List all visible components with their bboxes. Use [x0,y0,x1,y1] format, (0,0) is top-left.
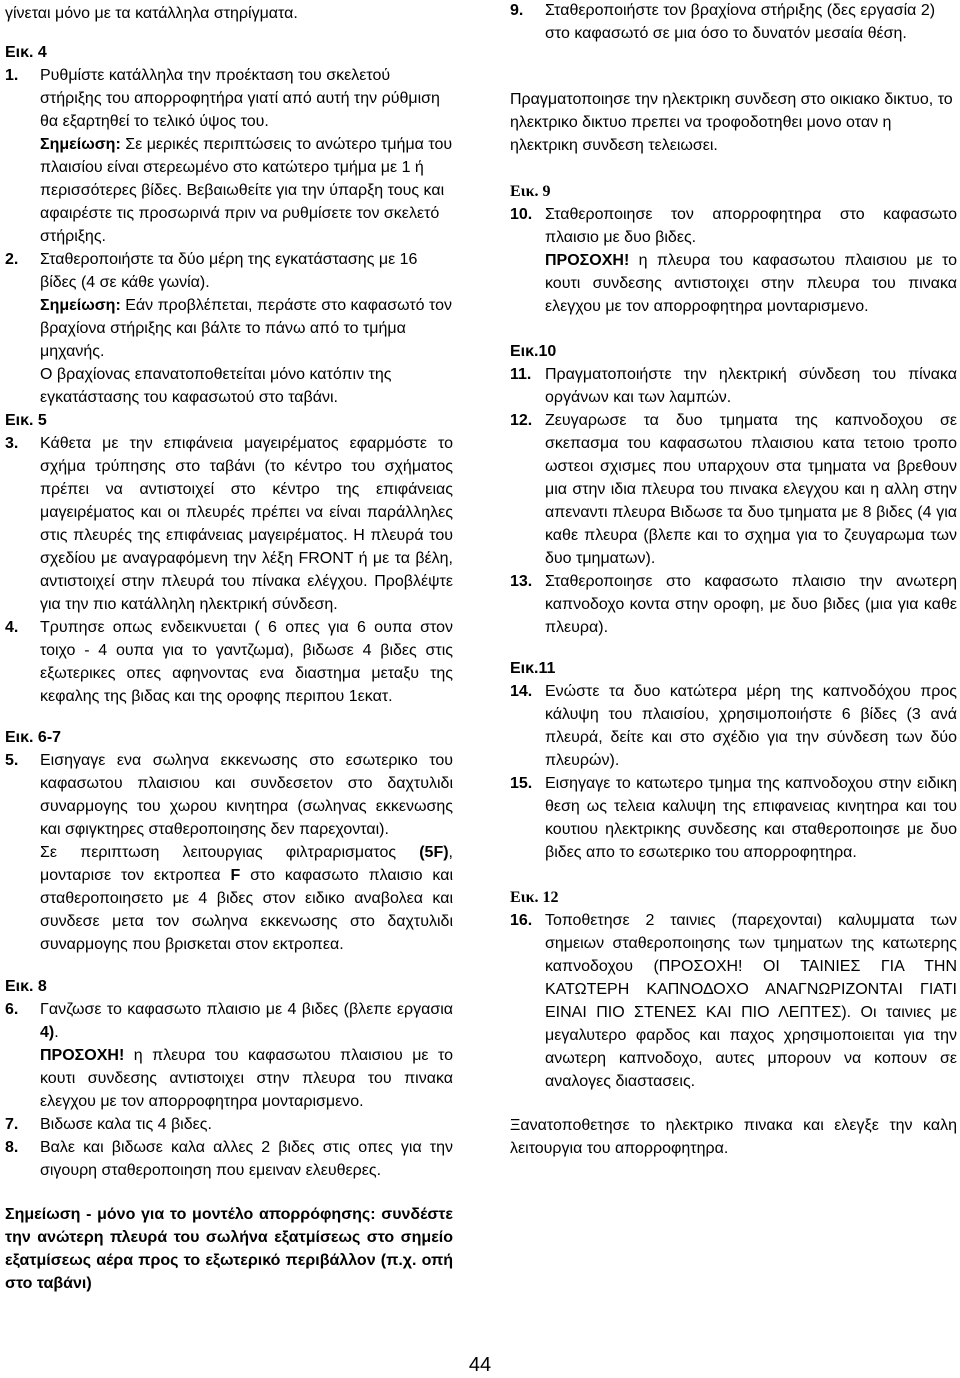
text-segment: στο καφασωτο πλαισιο και σταθεροποιησετο με 4 βιδες στον ειδικο αναβολεα και συνδεσε μετα τον σωληνα εκκενωσης στο δαχτυλιδι συναρμογης που βρισκεται στον εκτροπεα. [40,867,453,953]
step-11 [510,363,957,409]
step-text: Σταθεροποιησε στο καφασωτο πλαισιο την ανωτερη καπνοδοχο κοντα στην οροφη, με δυο βιδες (μια για καθε πλευρα). [545,573,957,636]
step-16 [510,909,957,1093]
filter-mode-label: (5F) [419,844,449,861]
step-number: 3. [5,435,19,452]
step-text: Σταθεροποιησε τον απορροφητηρα στο καφασωτο πλαισιο με δυο βιδες. [545,206,957,246]
figure-11-heading: Εικ.11 [510,660,556,677]
warning-10 [510,249,957,318]
step-number: 12. [510,412,533,429]
task-reference: 4) [40,1024,55,1041]
step-number: 13. [510,573,533,590]
warning-label: ΠΡΟΣΟΧΗ! [40,1047,125,1064]
step-13 [510,570,957,639]
closing-paragraph: Ξανατοποθετησε το ηλεκτρικο πινακα και ελεγξε την καλη λειτουργια του απορροφητηρα. [510,1117,957,1157]
step-4 [5,616,453,708]
step-5-filter-paragraph [5,841,453,956]
text-segment: , μονταρισε τον εκτροπεα [40,844,453,884]
step-text: Ενώστε τα δυο κατώτερα μέρη της καπνοδόχου προς κάλυψη του πλαισίου, χρησιμοποιήστε 6 βίδες (3 ανά πλευρά, δείτε και στο σχέδιο για την σύνδεση των δύο πλευρών). [545,683,957,769]
note-text: Σε μερικές περιπτώσεις το ανώτερο τμήμα του πλαισίου είναι στερεωμένο στο κατώτερο τμήμα με 1 ή περισσότερες βίδες. Βεβαιωθείτε για την ύπαρξη τους και αφαιρέστε τις προσωρινά πριν να ρυθμίσετε τον σκελετό στήριξης. [40,136,453,245]
step-number: 10. [510,206,533,223]
step-number: 2. [5,251,19,268]
electrical-connection-note: Πραγματοποιησε την ηλεκτρικη συνδεση στο οικιακο δικτυο, το ηλεκτρικο δικτυο πρεπει να τροφοδοτηθει μονο οταν η ηλεκτρικη συνδεση τελειωσει. [510,91,953,154]
note-text: Εάν προβλέπεται, περάστε στο καφασωτό τον βραχίονα στήριξης και βάλτε το πάνω από το τμήμα μηχανής. [40,297,453,360]
step-12 [510,409,957,570]
warning-text: η πλευρα του καφασωτου πλαισιου με το κουτι συνδεσης αντιστοιχει στην πλευρα του πινακα ελεγχου με τον απορροφητηρα μονταρισμενο. [40,1047,454,1110]
intro-line: γίνεται μόνο με τα κατάλληλα στηρίγματα. [5,5,298,22]
step-text: Βιδωσε καλα τις 4 βιδες. [40,1116,212,1133]
page-number: 44 [468,1354,492,1376]
step-number: 15. [510,775,533,792]
part-label: F [230,867,241,884]
step-2 [5,248,453,294]
step-15 [510,772,957,864]
note-3: Ο βραχίονας επανατοποθετείται μόνο κατόπιν της εγκατάστασης του καφασωτού στο ταβάνι. [40,366,392,406]
note-2 [5,294,453,363]
step-number: 11. [510,366,532,383]
text-segment: Γανζωσε το καφασωτο πλαισιο με 4 βιδες (βλεπε εργασια [40,1001,453,1018]
step-1 [5,64,453,133]
figure-10-heading: Εικ.10 [510,343,557,360]
step-8 [5,1136,453,1182]
step-number: 4. [5,619,19,636]
figure-6-7-heading: Εικ. 6-7 [5,729,62,746]
right-column [510,0,957,1160]
step-number: 8. [5,1139,19,1156]
step-text: Εισηγαγε το κατωτερο τμημα της καπνοδοχου στην ειδικη θεση ως τελεια καλυψη της επιφανειας κινητηρα και του κουτιου ηλεκτρικης συνδεσης και σταθεροποιησε με δυο βιδες απο το εσωτερικο του απορροφητηρα. [545,775,957,861]
step-text: Εισηγαγε ενα σωληνα εκκενωσης στο εσωτερικο του καφασωτου πλαισιου και συνδεσετον στο δαχτυλιδι συναρμογης του χωρου κινητηρα (σωληνας εκκενωσης και σφιγκτηρες σταθεροποιησης δεν παρεχονται). [40,752,453,838]
step-14 [510,680,957,772]
step-7 [5,1113,453,1136]
step-text: Ζευγαρωσε τα δυο τμηματα της καπνοδοχου σε σκεπασμα του καφασωτου πλαισιου κατα τετοιο τροπο ωστεοι σχισμες που υπαρχουν στα τμηματα να βρεθουν μια στην ιδια πλευρα του πινακα ελεγχου και η αλλη στην απεναντι πλευρα Βιδωσε τα δυο τμηματα με 8 βιδες (4 για καθε πλευρα (βλεπε και το σχημα για το ζευγαρωμα των δυο τμηματων). [545,412,957,567]
step-text: Βαλε και βιδωσε καλα αλλες 2 βιδες στις οπες για την σιγουρη σταθεροποιηση που εμειναν ελευθερες. [40,1139,453,1179]
step-text: Ρυθμίστε κατάλληλα την προέκταση του σκελετού στήριξης του απορροφητήρα γιατί από αυτή την ρύθμιση θα εξαρτηθεί το τελικό ύψος του. [40,67,440,130]
step-number: 6. [5,1001,19,1018]
step-number: 5. [5,752,19,769]
figure-12-heading: Εικ. 12 [510,889,559,906]
step-3 [5,432,453,616]
figure-5-heading: Εικ. 5 [5,412,47,429]
note-1 [5,133,453,248]
step-number: 16. [510,912,533,929]
step-number: 1. [5,67,19,84]
step-text: Τρυπησε οπως ενδεικνυεται ( 6 οπες για 6 ουπα στον τοιχο - 4 ουπα για το γαντζωμα), βιδωσε 4 βιδες στις εξωτερικες οπες αφηνοντας ενα διαστημα μεταξυ της κεφαλης της βιδας και της οροφης περιπου 1εκατ. [40,619,453,705]
warning-text: η πλευρα του καφασωτου πλαισιου με το κουτι συνδεσης αντιστοιχει στην πλευρα του πινακα ελεγχου με τον απορροφητηρα μονταρισμενο. [545,252,958,315]
step-number: 7. [5,1116,19,1133]
step-text: Τοποθετησε 2 ταινιες (παρεχονται) καλυμματα των σημειων σταθεροποιησης των τμηματων της κατωτερης καπνοδοχου (ΠΡΟΣΟΧΗ! ΟΙ ΤΑΙΝΙΕΣ ΓΙΑ ΤΗΝ ΚΑΤΩΤΕΡΗ ΚΑΠΝΟΔΟΧΟ ΑΝΑΓΝΩΡΙΖΟΝΤΑΙ ΓΙΑΤΙ ΕΙΝΑΙ ΠΙΟ ΣΤΕΝΕΣ ΚΑΙ ΠΙΟ ΛΕΠΤΕΣ). Οι ταινιες με μεγαλυτερο φαρδος και παχος χρησιμοποιειται για την ανωτερη καπνοδοχο, αυτες μπορουν να κοπουν σε αναλογες διαστασεις. [545,912,957,1090]
warning-6 [5,1044,453,1113]
step-9 [510,0,957,45]
step-text: Πραγματοποιήστε την ηλεκτρική σύνδεση του πίνακα οργάνων και των λαμπών. [545,366,957,406]
text-segment: . [54,1024,59,1041]
figure-9-heading: Εικ. 9 [510,183,551,200]
left-column [5,2,453,1295]
step-6 [5,998,453,1044]
step-10 [510,203,957,249]
note-label: Σημείωση: [40,297,121,314]
warning-label: ΠΡΟΣΟΧΗ! [545,252,630,269]
text-segment: Σε περιπτωση λειτουργιας φιλτραρισματος [40,844,420,861]
figure-4-heading: Εικ. 4 [5,44,47,61]
step-number: 14. [510,683,533,700]
figure-8-heading: Εικ. 8 [5,978,47,995]
step-number: 9. [510,2,524,19]
extraction-model-footnote: Σημείωση - μόνο για το μοντέλο απορρόφησης: συνδέστε την ανώτερη πλευρά του σωλήνα εξατμίσεως στο σημείο εξατμίσεως αέρα προς το εξωτερικό περιβάλλον (π.χ. οπή στο ταβάνι) [5,1206,453,1292]
step-text: Σταθεροποιήστε τα δύο μέρη της εγκατάστασης με 16 βίδες (4 σε κάθε γωνία). [40,251,418,291]
note-label: Σημείωση: [40,136,121,153]
step-5 [5,749,453,841]
step-text: Σταθεροποιήστε τον βραχίονα στήριξης (δες εργασία 2) στο καφασωτό σε μια όσο το δυνατόν μεσαία θέση. [545,2,936,42]
step-text [40,998,453,1044]
step-text: Κάθετα με την επιφάνεια μαγειρέματος εφαρμόστε το σχήμα τρύπησης στο ταβάνι (το κέντρο του σχήματος πρέπει να αντιστοιχεί στο κέντρο της επιφάνειας μαγειρέματος και οι πλευρές πρέπει να είναι παράλληλες στις πλευρές της επιφάνειας μαγειρέματος. Η πλευρά του σχεδίου με αναγραφόμενη την λέξη FRONT ή με τα βέλη, αντιστοιχεί στην πλευρά του πίνακα ελέγχου. Προβλέψτε για την πιο κατάλληλη ηλεκτρική σύνδεση. [40,435,453,613]
